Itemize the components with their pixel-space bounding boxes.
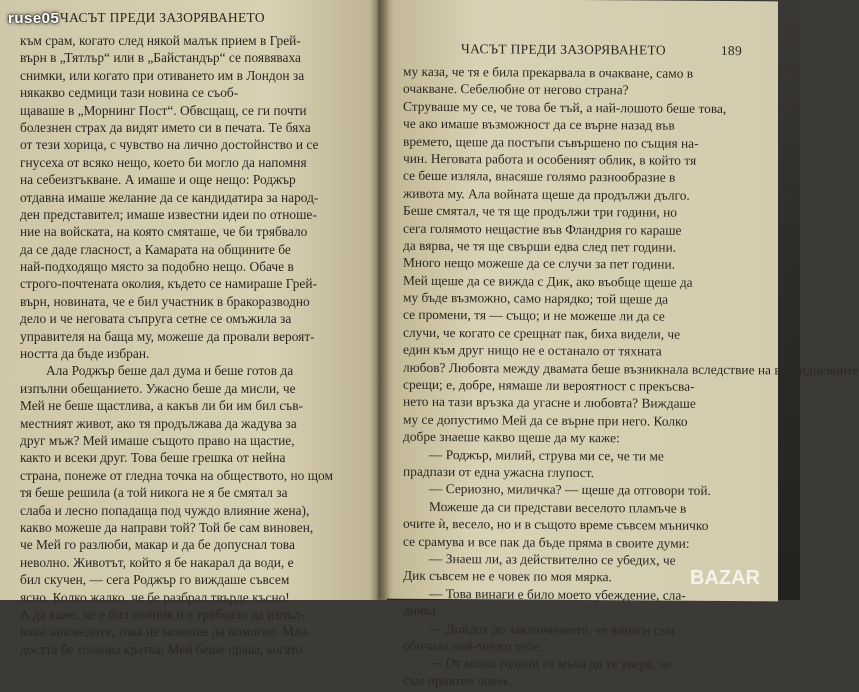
text-line: се срамува и все пак да бъде пряма в своите думи: [403, 533, 690, 551]
text-line: някакво седмици тази новина се съоб- [20, 85, 239, 101]
text-line: Беше смятал, че тя ще продължи три години, но [403, 202, 677, 220]
text-line: гнусеха от всяко нещо, което би могло да напомня [20, 154, 307, 170]
text-line: от тези хорица, с чувство на лично достойнство и се [20, 137, 319, 153]
text-line: нява заповедите, това не можеше да помогне. Мла- [20, 624, 312, 640]
text-line: да вярва, че тя ще свърши едва след пет години. [403, 237, 677, 255]
text-line: че Мей го разлюби, макар и да бе допуснал това [20, 537, 295, 553]
right-running-title: ЧАСЪТ ПРЕДИ ЗАЗОРЯВАНЕТО [461, 41, 666, 58]
text-line: Мей не беше щастлива, а какъв ли би им бил съв- [20, 398, 303, 414]
text-line: ността да бъде избран. [20, 346, 150, 362]
text-line: очите ѝ, весело, но и в същото време съвсем мъничко [403, 515, 709, 534]
right-page [378, 0, 859, 689]
text-line: случи, че когато се срещнат пак, биха видели, че [403, 324, 681, 342]
text-line: неволно. Животът, който я бе накарал да води, е [20, 554, 294, 570]
text-line: му се допустимо Мей да се върне при него. Колко [403, 411, 688, 429]
text-line: отдавна имаше желание да се кандидатира за народ- [20, 189, 319, 205]
text-line: — Това винаги е било моето убеждение, сла- [429, 585, 686, 603]
text-line: сега голямото нещастие във Фландрия го караше [403, 220, 682, 238]
text-line: прадпази от една ужасна глупост. [403, 463, 594, 481]
left-page-text [20, 32, 373, 658]
text-line: Ала Роджър беше дал дума и беше готов да [46, 363, 294, 379]
text-line: живота му. Ала войната щеше да продължи дълго. [403, 185, 690, 203]
text-line: управителя на баща му, можеше да провали вероят- [20, 328, 315, 344]
text-line: както и всеки друг. Това беше грешка от нейна [20, 450, 286, 466]
text-line: — Знаеш ли, аз действително се убедих, че [429, 550, 676, 568]
text-line: А да каже, че е бил войник и е трябвало да изпъл- [20, 606, 305, 622]
text-line: щаваше в „Морнинг Пост“. Обвсщащ, се ги почти [20, 102, 307, 118]
text-line: му каза, че тя е била прекарвала в очакване, само в [403, 63, 694, 81]
right-page-header [403, 41, 764, 60]
left-page-header [20, 10, 373, 26]
left-page [0, 0, 387, 657]
text-line: Струваше му се, че това бе тъй, а най-лошото беше това, [403, 98, 727, 116]
page-number: 189 [720, 42, 742, 59]
text-line: му бъде възможно, само нарядко; той щеше да [403, 289, 669, 307]
text-line: друг мъж? Мей имаше същото право на щастие, [20, 432, 295, 448]
text-line: Мей щеше да се вижда с Дик, ако въобще щеше да [403, 272, 693, 290]
text-line: времето, щеше да постъпи съвършено по същия на- [403, 133, 699, 151]
text-line: добре знаеше какво щеше да му каже: [403, 428, 620, 446]
text-line: ние на войската, на която смяташе, че би трябвало [20, 224, 308, 240]
text-line: местният живот, ако тя продължава да жадува за [20, 415, 297, 431]
text-line: върн в „Тятлър“ или в „Байстандър“ се появяваха [20, 50, 301, 66]
text-line: чин. Неговата работа и особеният облик, в който тя [403, 150, 697, 168]
text-line: дичка. [403, 602, 440, 619]
text-line: на себеизтъкване. А имаше и още нещо: Роджър [20, 172, 296, 188]
text-line: слаба и лесно попадаща под чуждо влияние жена), [20, 502, 310, 518]
text-line: болезнен страх да видят името си в печата. Те бяха [20, 119, 311, 135]
right-page-text [403, 63, 859, 692]
text-line: се беше изляла, внасяше голямо разнообразие в [403, 168, 676, 186]
text-line: достта бе толкова кратка; Мей беше права, когато [20, 641, 303, 657]
text-line: Можеше да си представи веселото пламъче в [429, 498, 687, 516]
text-line: един към друг нищо не е останало от тяхната [403, 342, 662, 359]
text-line: — Роджър, милий, струва ми се, че ти ме [429, 446, 664, 464]
text-line: — Дойдох до заключението, че винаги съм [429, 620, 675, 638]
text-line: снимки, или когато при отиването им в Лондон за [20, 67, 305, 83]
text-line: изпълни обещанието. Ужасно беше да мисли, че [20, 380, 296, 396]
text-line: съм приятен човек. [403, 672, 513, 689]
bazar-logo [686, 556, 796, 596]
text-line: да се даде гласност, а Камарата на общините бе [20, 241, 291, 257]
logo-text: BAZAR [690, 567, 760, 589]
text-line: любов? Любовта между двамата беше възникнала вследствие на всекидневните [403, 359, 859, 378]
text-line: върн, новината, че е бил участник в бракоразводно [20, 293, 310, 309]
text-line: какво можеше да направи той? Той бе сам виновен, [20, 519, 314, 535]
text-line: ден представител; имаше известни идеи по отноше- [20, 206, 317, 222]
text-line: строго-почтената околия, където се намираше Грей- [20, 276, 317, 292]
text-line: тя беше решила (а той никога не я бе смятал за [20, 485, 288, 501]
text-line: страна, понеже от гледна точка на обществото, но щом [20, 467, 333, 483]
text-line: към срам, когато след някой малък прием в Грей- [20, 33, 301, 48]
text-line: се промени, тя — също; и не можеше ли да се [403, 307, 665, 325]
text-line: дело и че неговата съпруга сетне се омъжила за [20, 311, 292, 327]
book-gutter [370, 0, 390, 600]
text-line: бил скучен, — сега Роджър го виждаше съвсем [20, 572, 290, 588]
text-line: Дик съвсем не е човек по моя мярка. [403, 568, 612, 585]
watermark-text: ruse05 [8, 10, 60, 27]
text-line: нето на тази връзка да угасне и любовта? Виждаше [403, 394, 696, 412]
left-running-title: ЧАСЪТ ПРЕДИ ЗАЗОРЯВАНЕТО [60, 10, 265, 25]
text-line: обичала най-много тебе. [403, 637, 543, 654]
text-line: най-подходящо място за подобно нещо. Обаче в [20, 259, 294, 275]
text-line: срещи; е, добре, нямаше ли вероятност с прекъсва- [403, 376, 695, 394]
text-line: Много нещо можеше да се случи за пет години. [403, 255, 675, 272]
text-line: — Сериозно, миличка? — щеше да отговори той. [429, 481, 711, 499]
text-line: очакване. Себелюбие от негово страна? [403, 81, 629, 98]
text-line: ясно. Колко жалко, че бе разбрал твърде късно! [20, 589, 290, 605]
text-line: — От колко години се мъча да те уверя, че [429, 655, 672, 672]
text-line: че ако имаше възможност да се върне назад във [403, 115, 675, 133]
